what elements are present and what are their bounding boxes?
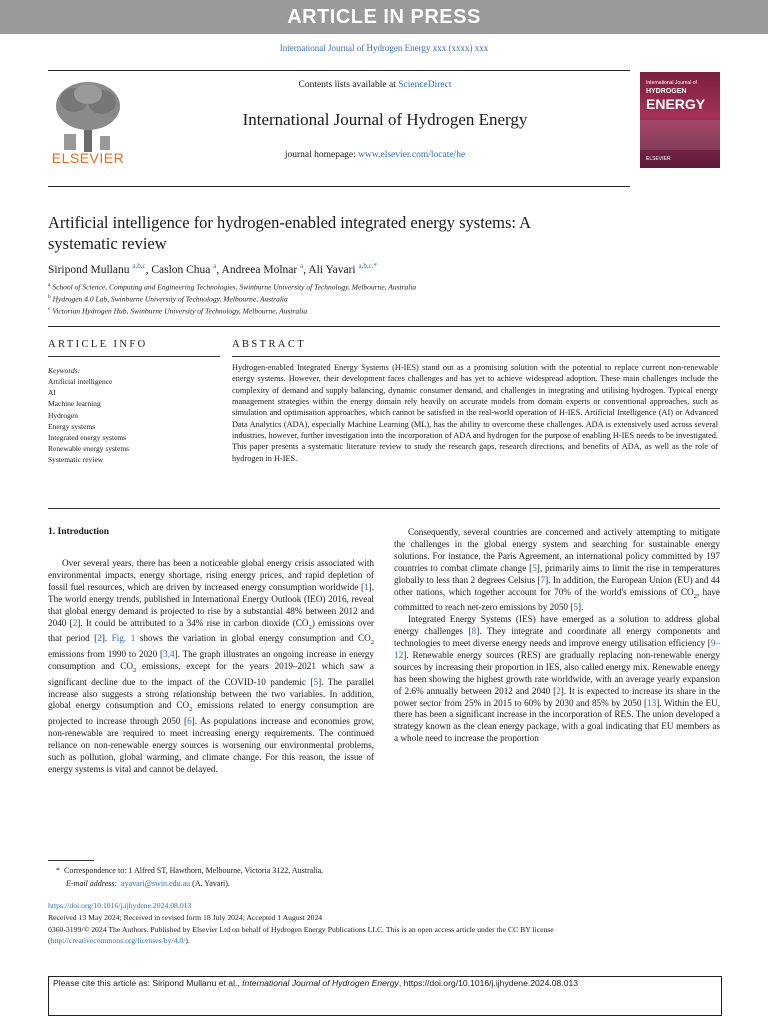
citation-link[interactable]: 2 [72,617,78,628]
intro-paragraph-1 [48,558,374,776]
abstract-bottom-rule [48,508,720,509]
keyword-item: Hydrogen [48,410,78,420]
abstract-heading: ABSTRACT [232,339,307,350]
author-affiliation-mark[interactable]: a,b,c,* [358,262,377,270]
text-run: ]. In addition, the European Union (EU) and 44 other nations, which together account for 70% of the world's emissions of CO [394,574,721,597]
keyword-item: Energy systems [48,421,96,431]
footnote-rule [48,860,94,861]
doi-line [48,900,728,911]
front-matter-rule [48,326,720,327]
citation-link[interactable]: 7 [540,574,546,585]
cover-band [640,120,720,150]
author-name[interactable]: Andreea Molnar [221,263,298,276]
author-affiliation-mark[interactable]: a,b,c [132,262,146,270]
homepage-link[interactable]: www.elsevier.com/locate/he [358,150,466,160]
introduction-heading: 1. Introduction [48,527,110,537]
journal-homepage-line [140,150,610,160]
citation-link[interactable]: 6 [187,716,192,727]
cover-line-1: International Journal of [646,80,697,86]
email-footnote [66,879,230,888]
author-name[interactable]: Siripond Mullanu [48,263,130,276]
copyright-text: 0360-3199/© 2024 The Authors. Published by Elsevier Ltd on behalf of Hydrogen Energy Publications LLC. This is an open access article under the CC BY license [48,925,554,934]
text-run: ]. Renewable energy sources (RES) are gradually replacing non-renewable energy sources by increasing their proportion in IES, also called energy mix. Renewable energy has been showing the highest growth rate worldwide, with an average yearly expansion of 2.6% annually between 2012 and 2040 [ [394,649,720,696]
email-link[interactable]: ayavari@swin.edu.au [121,879,191,888]
affiliation-mark: c [48,306,51,312]
author-name[interactable]: Ali Yavari [308,263,356,276]
keyword-item: AI [48,388,56,398]
right-text-column [394,527,720,745]
author-list: Siripond Mullanu $^{a,b,c}$, Caslon Chua $^a$, Andreea Molnar $^a$, Ali Yavari $^{a,b,c,*}$ [48,262,377,276]
article-info-rule [48,356,220,357]
text-run: shows the variation in global energy consumption and CO [135,633,371,644]
journal-cover-image[interactable] [640,72,720,168]
sciencedirect-link[interactable]: ScienceDirect [398,80,452,90]
author-affiliation-mark[interactable]: a [213,262,217,270]
affiliation-text: Victorian Hydrogen Hub, Swinburne University of Technology, Melbourne, Australia [52,306,308,316]
article-title-line-2: systematic review [48,234,167,253]
footnote-mark: * [56,866,60,875]
contents-prefix: Contents lists available at [298,80,399,90]
license-open-paren: ( [48,936,51,945]
keyword-item: Renewable energy systems [48,444,130,454]
affiliation-mark: a [48,282,51,288]
doi-link[interactable]: https://doi.org/10.1016/j.ijhydene.2024.08.013 [48,901,192,910]
text-run: ]. [577,602,584,613]
intro-paragraph-2 [394,527,720,614]
citation-link[interactable]: 8 [471,626,477,637]
text-run: ], primarily aims to limit the rise in temperatures globally to less than 2 degrees Celsius [ [394,562,720,585]
citation-link[interactable]: 2 [97,633,102,644]
cover-line-2: HYDROGEN [646,88,687,95]
text-run: ]. Within the EU, there has been a significant increase in the incorporation of RES. The union developed a strategy known as the clean energy package, with a goal indicating that EU members as a whole need to increase the proportion [394,697,720,744]
text-run: ]. They integrate and coordinate all energy components and technologies to meet diverse energy needs and improve energy utilisation efficiency [ [394,626,721,648]
subscript: 2 [308,623,312,631]
abstract-text: Hydrogen-enabled Integrated Energy Systems (H-IES) stand out as a promising solution with the potential to replace current non-renewable energy systems. However, their development faces challenges and has yet to achieve widespread adoption. These main challenges include the complexity of demand and supply balancing, dynamic consumer demand, and challenges in integrating and utilising hydrogen. Typical energy management strategies within the energy domain rely heavily on accurate models from domain experts or conventional approaches, such as simulation and optimisation approaches, which cannot be satisfied in the real-world operation of H-IES. Artificial Intelligence (AI) or Advanced Data Analytics (ADA), especially Machine Learning (ML), has the ability to overcome these challenges. ADA is extensively used across several industries, however, further investigation into the incorporation of ADA and hydrogen for the purpose of enabling H-IES needs to be investigated. This paper presents a systematic literature review to study the research gaps, research directions, and benefits of ADA, as well as the role of hydrogen in H-IES. [232,363,718,463]
license-link[interactable]: http://creativecommons.org/licenses/by/4.0/ [50,936,186,945]
keyword-item: Artificial intelligence [48,377,113,386]
intro-paragraph-3 [394,614,720,745]
article-in-press-banner: ARTICLE IN PRESS [0,0,768,34]
citation-link[interactable]: 1 [364,581,369,592]
cite-prefix: Please cite this article as: Siripond Mullanu et al., [53,978,243,988]
header-top-rule [48,70,630,71]
text-run: ]. The world energy trends, published in International Energy Outlook (IEO) 2016, reveal that global energy demand is projected to rise by a substantial 48% between 2012 and 2040 [ [48,581,374,628]
citation-link[interactable]: 13 [647,697,657,708]
running-head-link[interactable]: International Journal of Hydrogen Energy xxx (xxxx) xxx [279,43,489,53]
citation-link[interactable]: 5 [313,676,319,687]
journal-title: International Journal of Hydrogen Energy [242,110,528,129]
text-run: , have committed to reach net-zero emissions by 2050 [ [394,586,721,613]
citation-link[interactable]: 3,4 [163,649,175,659]
text-run: ]. It could be attributed to a 34% rise in carbon dioxide (CO [77,617,309,628]
cite-suffix: , https://doi.org/10.1016/j.ijhydene.2024.08.013 [398,978,579,988]
citation-link[interactable]: 5 [573,602,578,613]
text-run: Over several years, there has been a noticeable global energy crisis associated with environmental impacts, energy shortage, rising energy prices, and rapid depletion of fossil fuel resources, which are driven by increased energy consumption worldwide [ [48,558,374,592]
text-run: emissions, except for the years 2019–2021 which saw a significant decline due to the impact of the COVID-10 pandemic [ [48,660,374,687]
header-bottom-rule [48,186,630,187]
author-affiliation-mark[interactable]: a [300,262,304,270]
affiliation-c [48,306,307,316]
keyword-item: Systematic review [48,455,104,465]
citation-link[interactable]: 2 [556,685,561,696]
cover-line-4: ELSEVIER [646,156,671,162]
citation-link[interactable]: 5 [532,562,537,573]
keyword-item: Integrated energy systems [48,433,127,443]
article-title-line-1: Artificial intelligence for hydrogen-enabled integrated energy systems: A [48,213,532,232]
text-run: ]. As populations increase and economies grow, non-renewable are required to meet increasing energy requirements. The continued reliance on non-renewable energy sources is worsening our environmental problems, such as pollution, global warming, and climate change. For this reason, the issue of energy systems is vital and cannot be delayed. [48,716,374,774]
left-text-column [48,558,374,776]
homepage-prefix: journal homepage: [284,150,359,160]
affiliation-b [48,294,288,304]
email-label: E-mail address: [66,879,118,888]
text-run: Consequently, several countries are concerned and actively attempting to mitigate the challenges in the global energy system and searching for sustainable energy solutions. For instance, the Paris Agreement, an international policy committed by 197 countries to combat climate change [ [394,527,720,573]
article-title [48,212,698,254]
text-run: ]. [101,633,112,644]
keyword-item: Machine learning [48,399,101,409]
text-run: Integrated Energy Systems (IES) have emerged as a solution to address global energy challenges [ [394,614,720,637]
contents-lists-line [140,80,610,90]
keywords-list [48,376,129,466]
article-info-heading: ARTICLE INFO [48,339,148,350]
keywords-label: Keywords: [48,366,81,375]
footnote-text: Correspondence to: 1 Alfred ST, Hawthorn, Melbourne, Victoria 3122, Australia. [64,866,324,875]
copyright-notice [48,924,728,946]
subscript: 2 [370,639,375,647]
cite-journal: International Journal of Hydrogen Energy [242,978,399,988]
text-run: emissions related to energy consumption are projected to increase through 2050 [ [48,700,374,727]
affiliation-text: Hydrogen 4.0 Lab, Swinburne University of Technology, Melbourne, Australia [52,294,288,304]
license-close-paren: ). [185,936,190,945]
affiliation-a [48,282,416,292]
subscript: 2 [133,666,137,674]
text-run: ]. It is expected to increase its share in the power sector from 25% in 2015 to 60% by 2030 and 85% by 2050 [ [394,685,720,708]
subscript: 2 [693,592,697,600]
citation-text [53,978,713,988]
received-dates: Received 13 May 2024; Received in revised form 18 July 2024; Accepted 1 August 2024 [48,913,323,922]
elsevier-logo-text: ELSEVIER [51,150,125,166]
email-suffix: (A. Yavari). [190,879,230,888]
text-run: ]. The parallel increase also suggests a strong relationship between the two variables. In addition, global energy consumption and CO [48,676,374,711]
cover-line-3: ENERGY [646,96,706,112]
correspondence-footnote [56,866,323,875]
text-run: ) emissions over that period [ [48,617,374,644]
abstract-rule [232,356,720,357]
text-run: emissions from 1990 to 2020 [ [48,649,164,659]
citation-link[interactable]: 9–12 [394,637,720,660]
figure-link[interactable]: Fig. 1 [111,633,136,644]
author-name[interactable]: Caslon Chua [151,263,211,276]
affiliation-mark: b [48,294,51,300]
text-run: ]. The graph illustrates an ongoing increase in energy consumption and CO [48,649,374,671]
affiliation-text: School of Science, Computing and Engineering Technologies, Swinburne University of Technology, Melbourne, Australia [52,282,417,292]
subscript: 2 [189,706,193,714]
